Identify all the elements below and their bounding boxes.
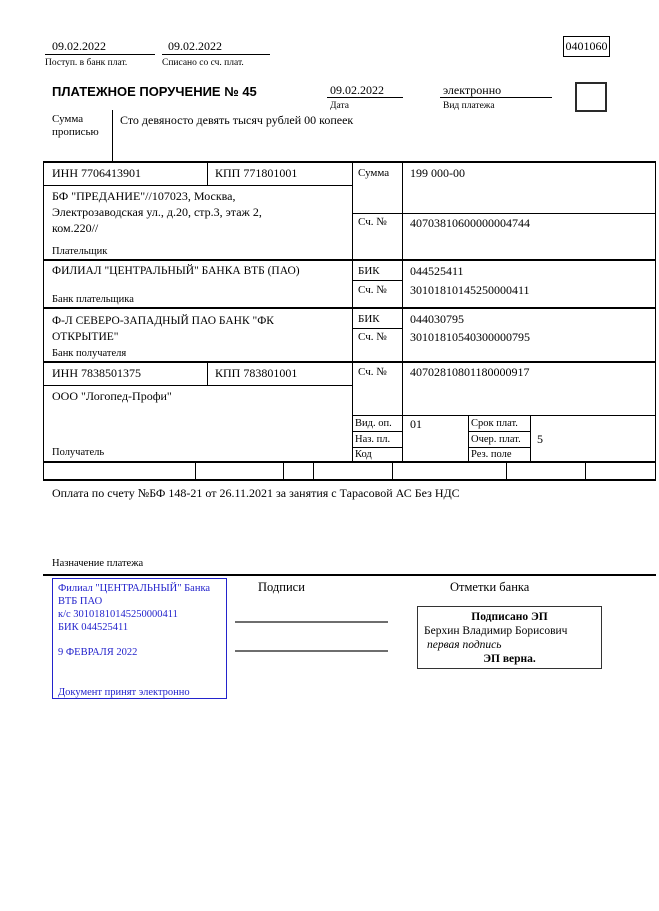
document-title: ПЛАТЕЖНОЕ ПОРУЧЕНИЕ № 45 [52,84,257,99]
priority-label: Очер. плат. [471,434,521,445]
payer-bank-account-value: 30101810145250000411 [410,283,530,297]
payment-kind-value: электронно [443,83,502,97]
beneficiary-bank-account-label: Сч. № [358,331,387,343]
table-border [402,161,403,461]
divider-line [283,461,284,479]
debited-from-account-date: 09.02.2022 [168,39,222,53]
beneficiary-bank-account-value: 30101810540300000795 [410,330,530,344]
payer-bank-label: Банк плательщика [52,294,134,305]
divider-line [352,328,402,329]
status-checkbox [575,82,607,112]
divider-line [352,213,656,214]
beneficiary-bank-bik-label: БИК [358,313,380,325]
esign-signer-name: Берхин Владимир Борисович [424,625,568,637]
divider-line [43,185,352,186]
divider-line [352,447,402,448]
debited-from-account-label: Списано со сч. плат. [162,58,244,68]
payment-purpose-text: Оплата по счету №БФ 148-21 от 26.11.2021 за занятия с Тарасовой АС Без НДС [52,486,460,500]
payer-bank-account-label: Сч. № [358,284,387,296]
form-code-box [563,36,610,57]
signature-line [235,650,388,652]
esign-verified: ЭП верна. [483,653,536,665]
priority-value: 5 [537,432,543,446]
payer-inn: ИНН 7706413901 [52,166,141,180]
payer-account-label: Сч. № [358,216,387,228]
amount-words-value: Сто девяносто девять тысяч рублей 00 копеек [120,113,354,127]
beneficiary-account-label: Сч. № [358,366,387,378]
table-border [43,161,656,163]
divider-line [313,461,314,479]
divider-line [352,280,402,281]
divider-line [112,110,113,162]
payer-account-value: 40703810600000004744 [410,216,530,230]
reserve-field-label: Рез. поле [471,449,512,460]
stamp-accepted-note: Документ принят электронно [58,687,190,698]
beneficiary-bank-bik-value: 044030795 [410,312,464,326]
stamp-bank-name-line2: ВТБ ПАО [58,596,103,607]
divider-line [45,54,155,55]
beneficiary-account-value: 40702810801180000917 [410,365,530,379]
beneficiary-name: ООО "Логопед-Профи" [52,389,172,403]
amount-value: 199 000-00 [410,166,465,180]
esign-note: первая подпись [427,639,502,651]
divider-line [468,431,530,432]
beneficiary-bank-label: Банк получателя [52,348,127,359]
beneficiary-inn: ИНН 7838501375 [52,366,141,380]
beneficiary-kpp: КПП 783801001 [215,366,298,380]
amount-label: Сумма [358,167,390,179]
divider-line [392,461,393,479]
bank-stamp [52,578,227,699]
esignature-box [417,606,602,669]
form-code: 0401060 [565,39,608,53]
amount-words-label: Сумма прописью [52,113,99,138]
divider-line [352,415,656,416]
beneficiary-bank-name: Ф-Л СЕВЕРО-ЗАПАДНЫЙ ПАО БАНК "ФК ОТКРЫТИЕ" [52,315,274,343]
received-in-bank-date: 09.02.2022 [52,39,106,53]
code-label: Код [355,449,372,460]
divider-line [43,461,656,463]
stamp-corr-account: к/с 30101810145250000411 [58,609,178,620]
due-date-label: Срок плат. [471,418,518,429]
table-border [43,161,44,480]
divider-line [195,461,196,479]
beneficiary-label: Получатель [52,447,105,458]
signature-line [235,621,388,623]
payer-kpp: КПП 771801001 [215,166,298,180]
divider-line [585,461,586,479]
divider-line [440,97,552,98]
payer-name: БФ "ПРЕДАНИЕ"//107023, Москва, Электрозаводская ул., д.20, стр.3, этаж 2, ком.220// [52,189,262,235]
divider-line [43,479,656,481]
payer-bank-name: ФИЛИАЛ "ЦЕНТРАЛЬНЫЙ" БАНКА ВТБ (ПАО) [52,265,300,277]
op-type-label: Вид. оп. [355,418,392,429]
document-date-label: Дата [330,101,349,111]
payer-bank-bik-label: БИК [358,265,380,277]
signatures-label: Подписи [258,580,305,594]
document-date: 09.02.2022 [330,83,384,97]
divider-line [352,431,402,432]
op-type-value: 01 [410,417,422,431]
payment-kind-label: Вид платежа [443,101,495,111]
stamp-bank-name-line1: Филиал "ЦЕНТРАЛЬНЫЙ" Банка [58,583,211,594]
divider-line [468,447,530,448]
bank-marks-label: Отметки банка [450,580,530,594]
divider-line [162,54,270,55]
table-border [655,161,656,480]
divider-line [468,415,469,461]
divider-line [207,361,208,385]
divider-line [530,415,531,461]
payer-bank-bik-value: 044525411 [410,264,464,278]
divider-line [43,385,352,386]
esign-title: Подписано ЭП [471,611,548,623]
received-in-bank-label: Поступ. в банк плат. [45,58,128,68]
stamp-date: 9 ФЕВРАЛЯ 2022 [58,647,138,658]
purpose-code-label: Наз. пл. [355,434,391,445]
payment-purpose-label: Назначение платежа [52,558,144,569]
table-border [352,161,353,461]
divider-line [207,161,208,185]
divider-line [43,574,656,576]
divider-line [43,259,656,261]
divider-line [506,461,507,479]
payer-label: Плательщик [52,246,108,257]
divider-line [327,97,403,98]
divider-line [43,361,656,363]
stamp-bik: БИК 044525411 [58,622,129,633]
divider-line [43,307,656,309]
